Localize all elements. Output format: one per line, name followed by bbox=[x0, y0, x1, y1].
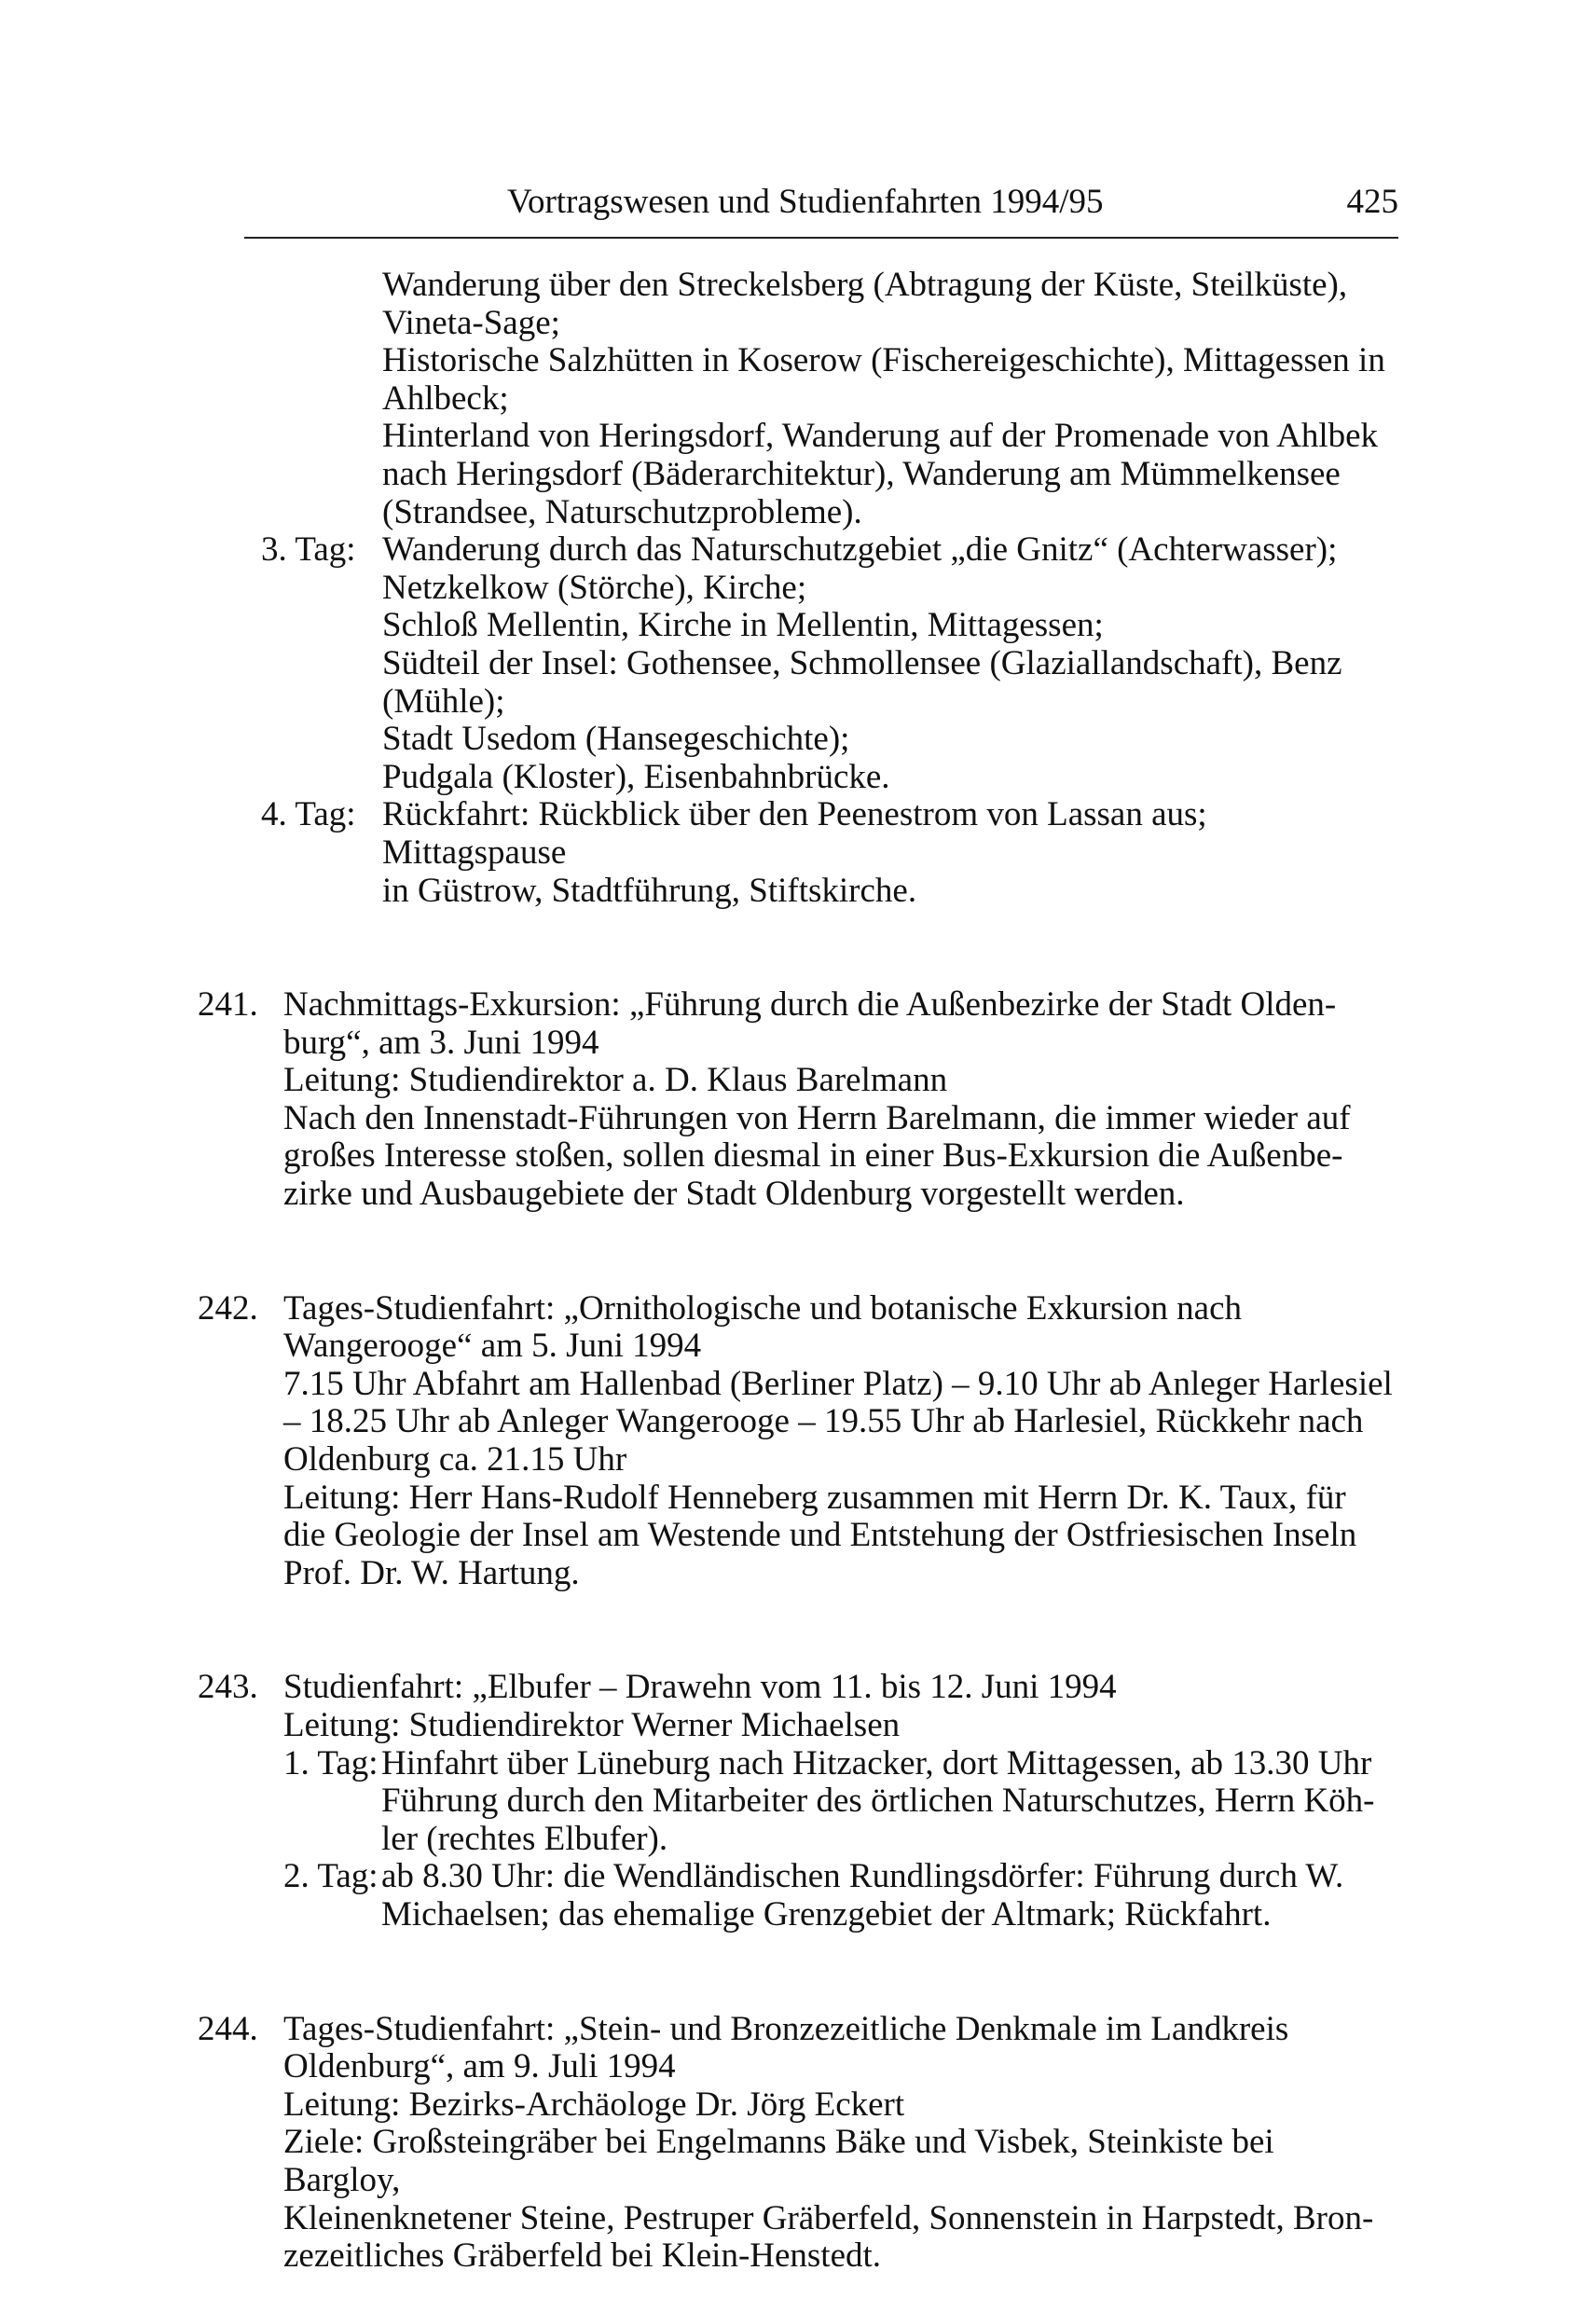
text-line: großes Interesse stoßen, sollen diesmal in einer Bus-Exkursion die Außenbe- bbox=[283, 1136, 1343, 1176]
text-line: Studienfahrt: „Elbufer – Drawehn vom 11. bis 12. Juni 1994 bbox=[283, 1668, 1117, 1707]
text-line: Tages-Studienfahrt: „Ornithologische und botanische Exkursion nach bbox=[283, 1288, 1243, 1328]
text-line: Stadt Usedom (Hansegeschichte); bbox=[382, 720, 850, 759]
day-label: 1. Tag: bbox=[283, 1743, 378, 1782]
text-line: nach Heringsdorf (Bäderarchitektur), Wanderung am Mümmelkensee bbox=[382, 454, 1341, 493]
text-line: zirke und Ausbaugebiete der Stadt Oldenburg vorgestellt werden. bbox=[283, 1175, 1185, 1214]
text-line: Hinfahrt über Lüneburg nach Hitzacker, dort Mittagessen, ab 13.30 Uhr bbox=[381, 1743, 1372, 1782]
text-line: Schloß Mellentin, Kirche in Mellentin, Mittagessen; bbox=[382, 606, 1104, 645]
text-line: Oldenburg“, am 9. Juli 1994 bbox=[283, 2047, 676, 2086]
running-head bbox=[244, 177, 1398, 227]
entry-number: 242. bbox=[198, 1288, 258, 1328]
text-line: Führung durch den Mitarbeiter des örtlichen Naturschutzes, Herrn Köh- bbox=[381, 1782, 1375, 1821]
text-line: Ahlbeck; bbox=[382, 378, 509, 418]
text-line: Rückfahrt: Rückblick über den Peenestrom von Lassan aus; Mittagspause bbox=[382, 795, 1207, 872]
text-line: Hinterland von Heringsdorf, Wanderung auf der Promenade von Ahlbek bbox=[382, 417, 1379, 456]
text-line: Leitung: Herr Hans-Rudolf Henneberg zusammen mit Herrn Dr. K. Taux, für bbox=[283, 1478, 1346, 1517]
text-line: (Mühle); bbox=[382, 681, 505, 721]
day1-block bbox=[283, 1743, 1398, 1859]
day-label: 3. Tag: bbox=[261, 530, 356, 570]
entry-244 bbox=[198, 2009, 1398, 2276]
entry-241 bbox=[198, 985, 1398, 1214]
text-line: ab 8.30 Uhr: die Wendländischen Rundlingsdörfer: Führung durch W. bbox=[381, 1857, 1344, 1896]
text-line: Leitung: Bezirks-Archäologe Dr. Jörg Eckert bbox=[283, 2085, 905, 2124]
text-line: Wanderung über den Streckelsberg (Abtragung der Küste, Steilküste), bbox=[382, 266, 1348, 304]
entry-number: 244. bbox=[198, 2009, 258, 2048]
entry-243 bbox=[198, 1668, 1398, 1934]
day2-continuation bbox=[382, 267, 1398, 531]
text-line: Tages-Studienfahrt: „Stein- und Bronzezeitliche Denkmale im Landkreis bbox=[283, 2009, 1289, 2048]
text-line: Michaelsen; das ehemalige Grenzgebiet der Altmark; Rückfahrt. bbox=[381, 1894, 1272, 1934]
day3-block bbox=[261, 530, 1398, 796]
text-line: Vineta-Sage; bbox=[382, 303, 560, 342]
page-number: 425 bbox=[1346, 183, 1398, 221]
text-line: burg“, am 3. Juni 1994 bbox=[283, 1023, 599, 1062]
text-line: Nach den Innenstadt-Führungen von Herrn Barelmann, die immer wieder auf bbox=[283, 1098, 1351, 1137]
text-line: Südteil der Insel: Gothensee, Schmollensee (Glaziallandschaft), Benz bbox=[382, 643, 1342, 682]
text-line: in Güstrow, Stadtführung, Stiftskirche. bbox=[382, 871, 917, 910]
entry-number: 241. bbox=[198, 985, 258, 1025]
text-line: ler (rechtes Elbufer). bbox=[381, 1819, 668, 1858]
text-line: Oldenburg ca. 21.15 Uhr bbox=[283, 1440, 627, 1479]
entry-number: 243. bbox=[198, 1668, 258, 1707]
text-line: Kleinenknetener Steine, Pestruper Gräberfeld, Sonnenstein in Harpstedt, Bron- bbox=[283, 2198, 1374, 2237]
day-label: 2. Tag: bbox=[283, 1857, 378, 1896]
text-line: Nachmittags-Exkursion: „Führung durch die Außenbezirke der Stadt Olden- bbox=[283, 985, 1337, 1025]
text-line: Historische Salzhütten in Koserow (Fischereigeschichte), Mittagessen in bbox=[382, 341, 1385, 380]
text-line: Leitung: Studiendirektor a. D. Klaus Barelmann bbox=[283, 1061, 948, 1100]
running-head-title: Vortragswesen und Studienfahrten 1994/95 bbox=[507, 183, 1104, 221]
text-line: Leitung: Studiendirektor Werner Michaelsen bbox=[283, 1706, 901, 1744]
text-line: die Geologie der Insel am Westende und Entstehung der Ostfriesischen Inseln bbox=[283, 1516, 1357, 1555]
text-line: zezeitliches Gräberfeld bei Klein-Henstedt. bbox=[283, 2236, 882, 2276]
text-line: Ziele: Großsteingräber bei Engelmanns Bäke und Visbek, Steinkiste bei Bargloy, bbox=[283, 2123, 1274, 2199]
text-line: Wanderung durch das Naturschutzgebiet „die Gnitz“ (Achterwasser); bbox=[382, 530, 1338, 570]
day4-block bbox=[261, 795, 1398, 910]
text-line: Wangerooge“ am 5. Juni 1994 bbox=[283, 1327, 702, 1366]
day2-block bbox=[283, 1857, 1398, 1934]
text-line: 7.15 Uhr Abfahrt am Hallenbad (Berliner Platz) – 9.10 Uhr ab Anleger Harlesiel bbox=[283, 1364, 1393, 1403]
text-line: Pudgala (Kloster), Eisenbahnbrücke. bbox=[382, 757, 890, 796]
header-rule bbox=[244, 237, 1398, 239]
entry-242 bbox=[198, 1288, 1398, 1593]
text-line: – 18.25 Uhr ab Anleger Wangerooge – 19.55 Uhr ab Harlesiel, Rückkehr nach bbox=[283, 1402, 1364, 1441]
text-line: (Strandsee, Naturschutzprobleme). bbox=[382, 492, 862, 531]
text-line: Netzkelkow (Störche), Kirche; bbox=[382, 568, 807, 607]
page-body bbox=[198, 266, 1398, 2276]
text-line: Prof. Dr. W. Hartung. bbox=[283, 1553, 580, 1592]
day-label: 4. Tag: bbox=[261, 795, 356, 834]
